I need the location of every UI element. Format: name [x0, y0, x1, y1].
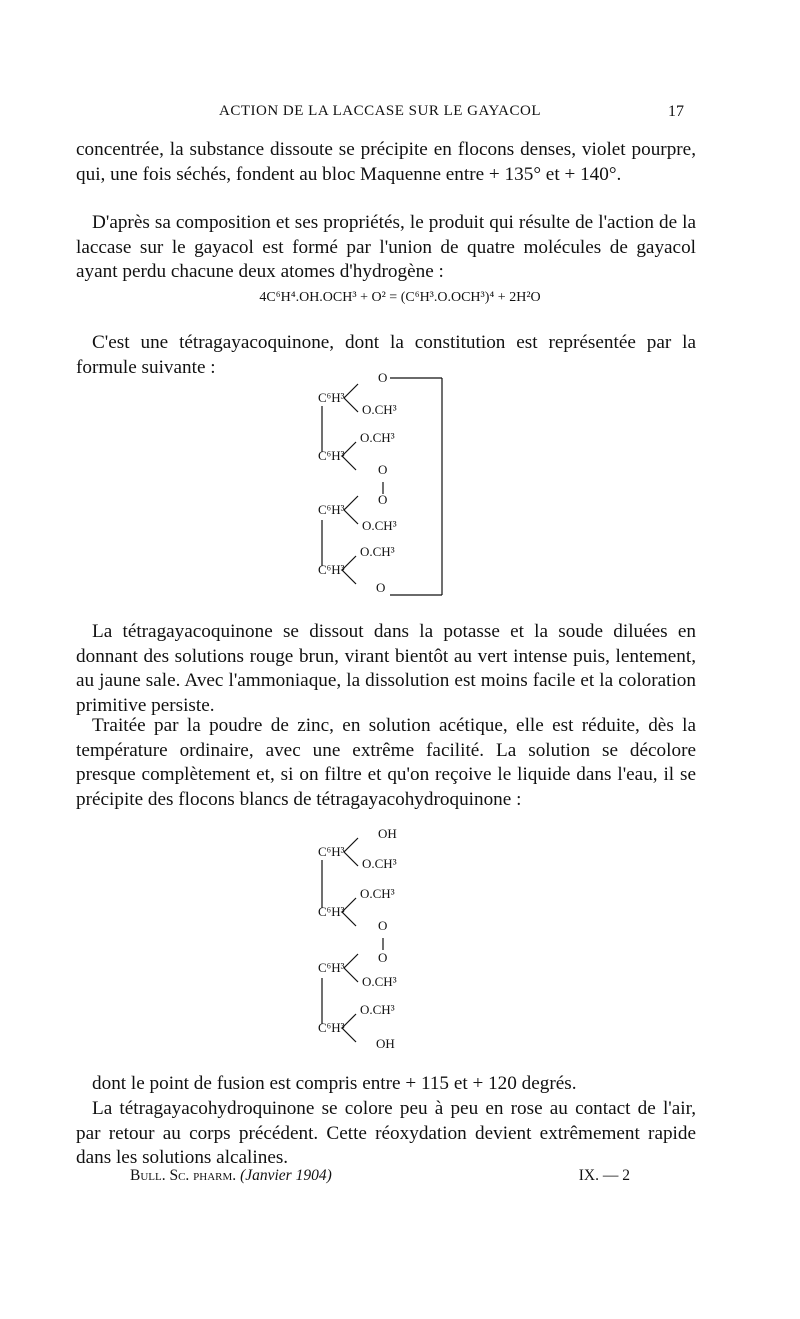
h-ring-2-bottom: O	[378, 918, 388, 933]
formula-tetragayacoquinone	[318, 370, 458, 605]
q-ring-3: C⁶H³	[318, 502, 345, 517]
eq-plus-2: +	[497, 290, 506, 305]
eq-equals: =	[389, 290, 398, 305]
eq-product: (C⁶H³.O.OCH³)⁴	[400, 290, 495, 305]
paragraph-6: dont le point de fusion est compris entre + 115 et + 120 degrés.	[92, 1073, 577, 1094]
page-number: 17	[668, 103, 684, 120]
paragraph-3: C'est une tétragayacoquinone, dont la constitution est représentée par la formule suivante :	[76, 332, 696, 378]
formula-tetragayacohydroquinone	[318, 826, 458, 1056]
q-ring-1-bottom: O.CH³	[362, 402, 397, 417]
h-ring-3: C⁶H³	[318, 960, 345, 975]
q-ring-2-bottom: O	[378, 462, 388, 477]
q-ring-2: C⁶H³	[318, 448, 345, 463]
eq-plus-1: +	[360, 290, 368, 305]
eq-oxygen: O²	[371, 290, 386, 305]
page-footer	[130, 1167, 630, 1189]
q-ring-1-top: O	[378, 370, 388, 385]
h-ring-4-top: O.CH³	[360, 1002, 395, 1017]
h-ring-1: C⁶H³	[318, 844, 345, 859]
q-ring-2-top: O.CH³	[360, 430, 395, 445]
q-ring-3-top: O	[378, 492, 388, 507]
h-ring-3-top: O	[378, 950, 388, 965]
footer-date: (Janvier 1904)	[240, 1167, 332, 1184]
eq-reactant: 4C⁶H⁴.OH.OCH³	[259, 290, 357, 305]
q-ring-3-bottom: O.CH³	[362, 518, 397, 533]
q-ring-1: C⁶H³	[318, 390, 345, 405]
reaction-equation	[0, 290, 800, 306]
h-ring-1-top: OH	[378, 826, 397, 841]
paragraph-1: concentrée, la substance dissoute se précipite en flocons denses, violet pourpre, qui, une fois séchés, fondent au bloc Maquenne entre + 135° et + 140°.	[76, 139, 696, 185]
h-ring-3-bottom: O.CH³	[362, 974, 397, 989]
h-ring-1-bottom: O.CH³	[362, 856, 397, 871]
q-ring-4: C⁶H³	[318, 562, 345, 577]
q-ring-4-bottom: O	[376, 580, 386, 595]
footer-citation	[130, 1167, 332, 1185]
paragraph-2: D'après sa composition et ses propriétés, le produit qui résulte de l'action de la laccase sur le gayacol est formé par l'union de quatre molécules de gayacol ayant perdu chacune deux atomes d'hydrogène :	[76, 212, 696, 282]
h-ring-4: C⁶H³	[318, 1020, 345, 1035]
footer-signature: IX. — 2	[578, 1167, 630, 1184]
h-ring-2: C⁶H³	[318, 904, 345, 919]
eq-water: 2H²O	[509, 290, 541, 305]
running-header	[76, 103, 684, 125]
h-ring-2-top: O.CH³	[360, 886, 395, 901]
running-title: ACTION DE LA LACCASE SUR LE GAYACOL	[219, 103, 541, 119]
paragraph-7: La tétragayacohydroquinone se colore peu à peu en rose au contact de l'air, par retour au corps précédent. Cette réoxydation devient extrêmement rapide dans les solutions alcalines.	[76, 1098, 696, 1168]
h-ring-4-bottom: OH	[376, 1036, 395, 1051]
footer-journal: Bull. Sc. pharm.	[130, 1167, 237, 1184]
q-ring-4-top: O.CH³	[360, 544, 395, 559]
paragraph-5: Traitée par la poudre de zinc, en solution acétique, elle est réduite, dès la température ordinaire, avec une extrême facilité. La solution se décolore presque complètement et, si on filtre et qu'on reçoive le liquide dans l'eau, il se précipite des flocons blancs de tétragayacohydroquinone :	[76, 715, 696, 810]
paragraph-4: La tétragayacoquinone se dissout dans la potasse et la soude diluées en donnant des solutions rouge brun, virant bientôt au vert intense puis, lentement, au jaune sale. Avec l'ammoniaque, la dissolution est moins facile et la coloration primitive persiste.	[76, 621, 696, 716]
